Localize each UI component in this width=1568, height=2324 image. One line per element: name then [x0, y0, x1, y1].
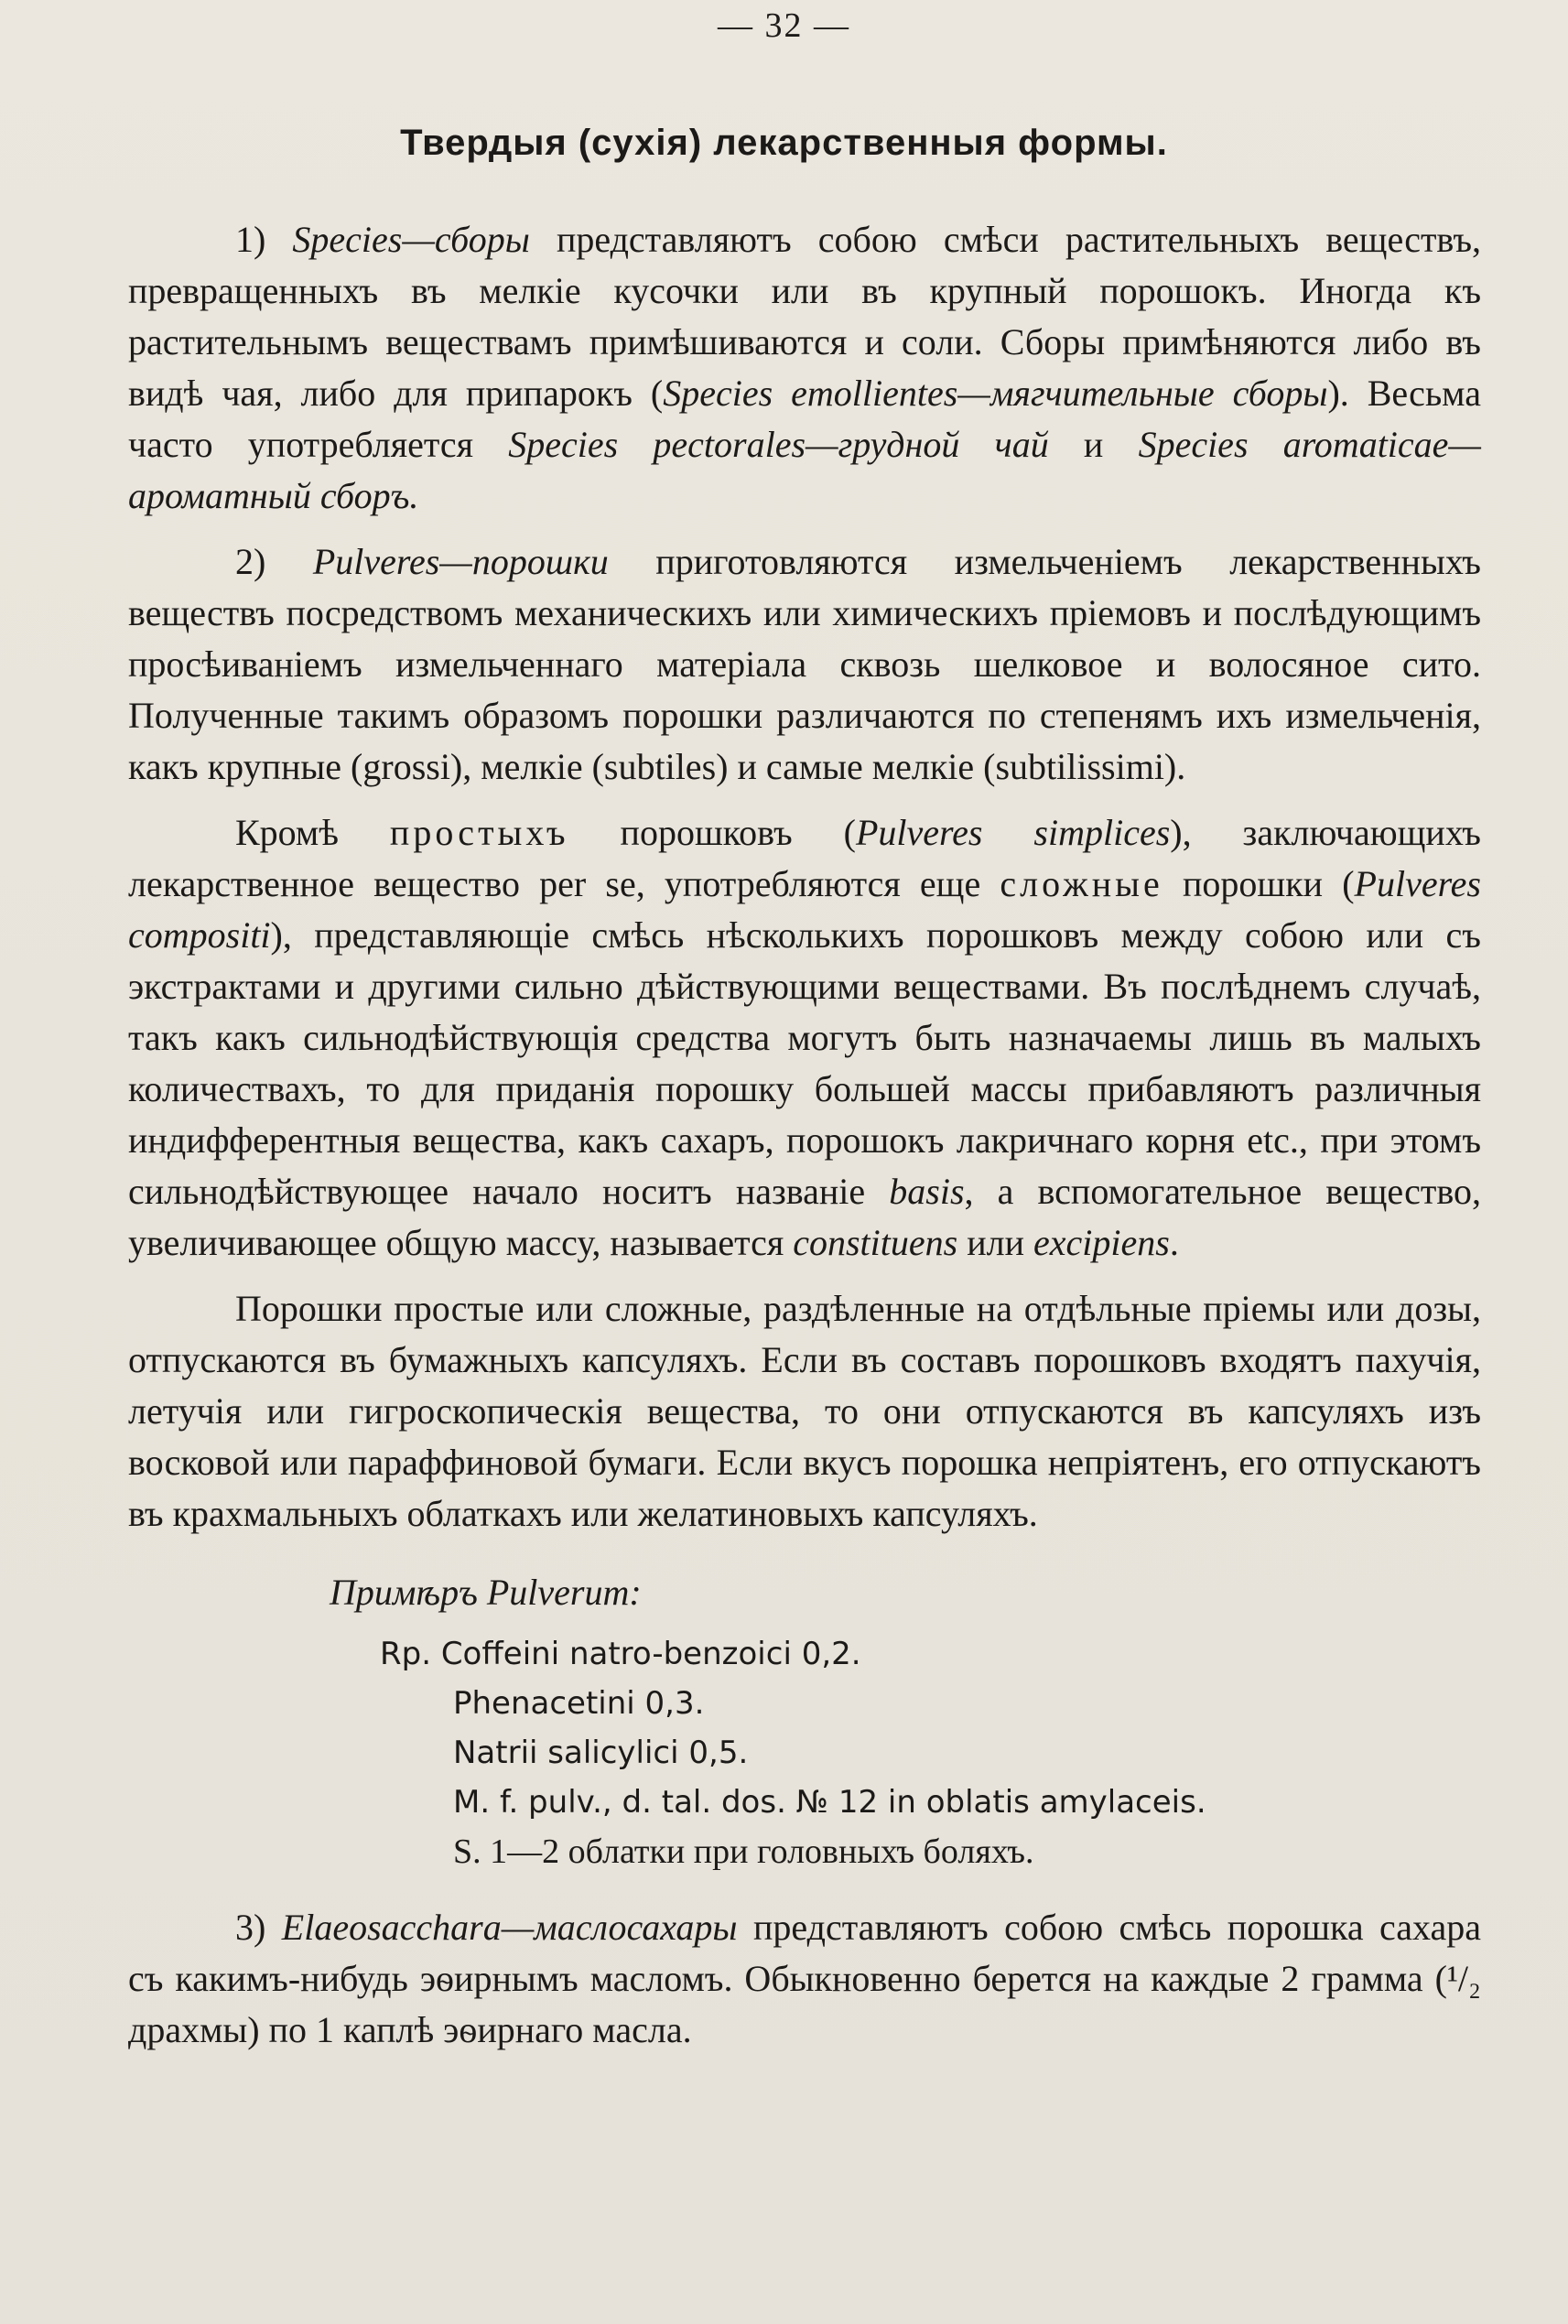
text: порошки ( — [1162, 863, 1355, 904]
text: приготовляются измельченіемъ лекарственныхъ веществъ посредствомъ механическихъ или химическихъ пріемовъ и послѣдующимъ просѣиваніемъ измельченнаго матеріала сквозь шелковое и волосяное сито. Полученные такимъ образомъ порошки различаются по степенямъ ихъ измельченія, какъ крупные (grossi), мелкіе (subtiles) и самые мелкіе (subtilissimi). — [128, 541, 1481, 787]
example-title: Примѣръ Pulverum: — [330, 1572, 642, 1613]
term-basis: basis — [889, 1171, 965, 1212]
prescription-line: S. 1—2 облатки при головныхъ боляхъ. — [453, 1832, 1034, 1871]
text: ), представляющіе смѣсь нѣсколькихъ порошковъ между собою или съ экстрактами и другими сильно дѣйствующими веществами. Въ послѣднемъ случаѣ, такъ какъ сильнодѣйствующія средства могутъ быть назначаемы лишь въ малыхъ количествахъ, то для приданія порошку большей массы прибавляютъ различныя индифферентныя вещества, какъ сахаръ, порошокъ лакричнаго корня etc., при этомъ сильнодѣйствующее начало носитъ названіе — [128, 914, 1481, 1212]
fraction: ¹/₂ — [1446, 1958, 1481, 1999]
text: представляютъ собою смѣсь порошка сахара съ какимъ-нибудь эѳирнымъ масломъ. Обыкновенно берется на каждые 2 грамма ( — [128, 1907, 1481, 1999]
text: , а вспомогательное вещество, увеличивающее общую массу, называется — [128, 1171, 1482, 1263]
item-number: 3) — [235, 1907, 282, 1948]
term-pulveres-compositi: Pulveres compositi — [128, 863, 1481, 956]
item-number: 2) — [235, 541, 313, 582]
prescription-line: Natrii salicylici 0,5. — [453, 1735, 749, 1771]
prescription-line: M. f. pulv., d. tal. dos. № 12 in oblatis amylaceis. — [453, 1784, 1206, 1821]
prescription-line: Rp. Coffeini natro-benzoici 0,2. — [380, 1636, 861, 1672]
term-constituens: constituens — [793, 1222, 958, 1263]
text: и — [1048, 424, 1139, 465]
text: драхмы) по 1 каплѣ эѳирнаго масла. — [128, 2009, 692, 2050]
term-excipiens: excipiens — [1033, 1222, 1170, 1263]
emphasis-compound: сложные — [1000, 863, 1163, 904]
paragraph-dispensing — [128, 1283, 1481, 1540]
paragraph-species — [128, 214, 1481, 522]
body-text — [128, 214, 1481, 2070]
prescription-line: Phenacetini 0,3. — [453, 1685, 705, 1722]
term-pulveres: Pulveres—порошки — [312, 541, 609, 582]
text: . — [1169, 1222, 1179, 1263]
term-species: Species—сборы — [292, 219, 530, 260]
paragraph-simple-compound — [128, 807, 1481, 1269]
text: Порошки простые или сложные, раздѣленные на отдѣльные пріемы или дозы, отпускаются въ бумажныхъ капсуляхъ. Если въ составъ порошковъ входятъ пахучія, летучія или гигроскопическія вещества, то они отпускаются въ капсуляхъ изъ восковой или параффиновой бумаги. Если вкусъ порошка непріятенъ, его отпускаютъ въ крахмальныхъ облаткахъ или желатиновыхъ капсуляхъ. — [128, 1288, 1481, 1534]
text: или — [957, 1222, 1033, 1263]
paragraph-elaeosacchara — [128, 1902, 1481, 2056]
term-species-pectorales: Species pectorales—грудной чай — [508, 424, 1049, 465]
text: Кромѣ — [235, 812, 390, 853]
prescription — [380, 1629, 1481, 1876]
text: ). Весьма часто употребляется — [128, 373, 1481, 465]
term-species-aromaticae: Species aromaticae—ароматный сборъ. — [128, 424, 1481, 516]
text: представляютъ собою смѣси растительныхъ веществъ, превращенныхъ въ мелкіе кусочки или въ крупный порошокъ. Иногда къ растительнымъ веществамъ примѣшиваются и соли. Сборы примѣняются либо въ видѣ чая, либо для припарокъ ( — [128, 219, 1481, 414]
section-heading: Твердыя (сухія) лекарственныя формы. — [400, 123, 1168, 163]
item-number: 1) — [235, 219, 293, 260]
term-pulveres-simplices: Pulveres simplices — [856, 812, 1171, 853]
page-number: — 32 — — [718, 6, 850, 45]
text: ), заключающихъ лекарственное вещество per se, употребляются еще — [128, 812, 1481, 904]
term-elaeosacchara: Elaeosacchara—маслосахары — [281, 1907, 738, 1948]
text: порошковъ ( — [568, 812, 856, 853]
paragraph-pulveres — [128, 536, 1481, 793]
emphasis-simple: простыхъ — [389, 812, 569, 853]
term-species-emollientes: Species emollientes—мягчительные сборы — [663, 373, 1328, 414]
